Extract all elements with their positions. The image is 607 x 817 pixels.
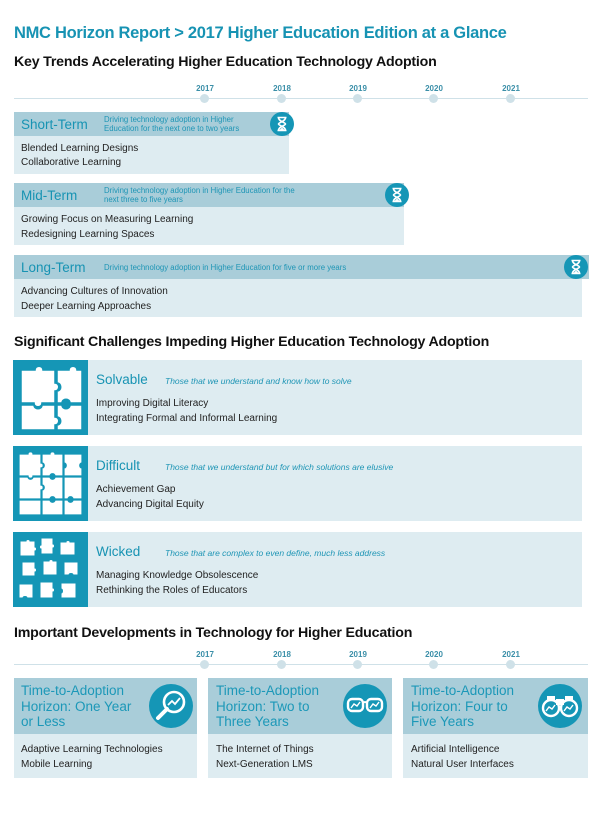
trends-heading: Key Trends Accelerating Higher Education Technology Adoption: [14, 54, 437, 70]
challenge-item: Integrating Formal and Informal Learning: [96, 413, 278, 424]
puzzle-large-icon: [13, 360, 88, 435]
dev-item: Artificial Intelligence: [411, 744, 500, 755]
challenge-item: Improving Digital Literacy: [96, 398, 209, 409]
dev-name-line: Three Years: [216, 714, 289, 729]
trend-description-line: Driving technology adoption in Higher Education for five or more years: [104, 263, 347, 272]
trends-year-2020: 2020: [425, 84, 443, 93]
dev-year-2020: 2020: [425, 650, 443, 659]
challenge-name: Solvable: [96, 372, 148, 387]
trend-name: Mid-Term: [21, 188, 78, 203]
glasses-icon: [343, 684, 387, 728]
trends-dot: [506, 94, 515, 103]
dev-name: [21, 683, 131, 730]
dev-item: Natural User Interfaces: [411, 759, 514, 770]
puzzle-medium-icon: [13, 446, 88, 521]
trend-item: Redesigning Learning Spaces: [21, 229, 155, 240]
dev-name: [411, 683, 514, 730]
page-title: NMC Horizon Report > 2017 Higher Education Edition at a Glance: [14, 24, 507, 42]
dev-item: The Internet of Things: [216, 744, 314, 755]
dev-item: Mobile Learning: [21, 759, 93, 770]
challenge-item: Achievement Gap: [96, 484, 176, 495]
challenge-name: Difficult: [96, 458, 141, 473]
dev-name-line: Horizon: Four to: [411, 698, 508, 714]
dev-year-2017: 2017: [196, 650, 214, 659]
challenge-item: Managing Knowledge Obsolescence: [96, 570, 259, 581]
challenge-name: Wicked: [96, 544, 141, 559]
dev-axis-line: [14, 664, 588, 665]
trend-item: Blended Learning Designs: [21, 143, 139, 154]
dev-dot: [506, 660, 515, 669]
trends-dot: [200, 94, 209, 103]
challenge-description: Those that we understand but for which solutions are elusive: [165, 462, 394, 472]
trends-axis-line: [14, 98, 588, 99]
dev-name-line: Time-to-Adoption: [216, 683, 320, 698]
dev-dot: [429, 660, 438, 669]
dev-name-line: or Less: [21, 714, 66, 729]
trends-year-2017: 2017: [196, 84, 214, 93]
dev-year-2021: 2021: [502, 650, 520, 659]
trends-year-2021: 2021: [502, 84, 520, 93]
trends-dot: [353, 94, 362, 103]
trend-description-line: Driving technology adoption in Higher Education for the: [104, 186, 295, 195]
trends-dot: [429, 94, 438, 103]
dev-name-line: Time-to-Adoption: [21, 683, 125, 698]
puzzle-scattered-icon: [13, 532, 88, 607]
challenge-item: Advancing Digital Equity: [96, 499, 204, 510]
dev-name-line: Five Years: [411, 714, 475, 729]
dev-name-line: Horizon: One Year: [21, 698, 132, 714]
developments-heading: Important Developments in Technology for Higher Education: [14, 625, 413, 641]
dev-dot: [353, 660, 362, 669]
dev-item: Next-Generation LMS: [216, 759, 313, 770]
dev-year-2018: 2018: [273, 650, 291, 659]
trend-item: Advancing Cultures of Innovation: [21, 286, 168, 297]
dev-name-line: Horizon: Two to: [216, 698, 310, 714]
challenges-heading: Significant Challenges Impeding Higher Education Technology Adoption: [14, 334, 490, 350]
dev-name: [216, 683, 319, 730]
trend-description-line: next three to five years: [104, 195, 183, 204]
dev-dot: [200, 660, 209, 669]
trend-description: [104, 115, 239, 133]
trend-description-line: Driving technology adoption in Higher: [104, 115, 234, 124]
magnifier-icon: [149, 684, 193, 728]
hourglass-icon: [564, 255, 588, 279]
challenge-item: Rethinking the Roles of Educators: [96, 585, 248, 596]
hourglass-icon: [385, 183, 409, 207]
trend-description-line: Education for the next one to two years: [104, 124, 240, 133]
trends-year-2019: 2019: [349, 84, 367, 93]
hourglass-icon: [270, 112, 294, 136]
trend-name: Long-Term: [21, 260, 86, 275]
trend-item: Growing Focus on Measuring Learning: [21, 214, 194, 225]
dev-name-line: Time-to-Adoption: [411, 683, 515, 698]
dev-item: Adaptive Learning Technologies: [21, 744, 163, 755]
trend-description: [104, 186, 295, 204]
trends-year-2018: 2018: [273, 84, 291, 93]
dev-dot: [277, 660, 286, 669]
binoculars-icon: [538, 684, 582, 728]
trend-description: [104, 263, 346, 272]
challenge-description: Those that we understand and know how to solve: [165, 376, 352, 386]
trend-item: Deeper Learning Approaches: [21, 301, 152, 312]
trend-item: Collaborative Learning: [21, 157, 122, 168]
dev-year-2019: 2019: [349, 650, 367, 659]
trend-name: Short-Term: [21, 117, 88, 132]
trends-dot: [277, 94, 286, 103]
challenge-description: Those that are complex to even define, much less address: [165, 548, 386, 558]
